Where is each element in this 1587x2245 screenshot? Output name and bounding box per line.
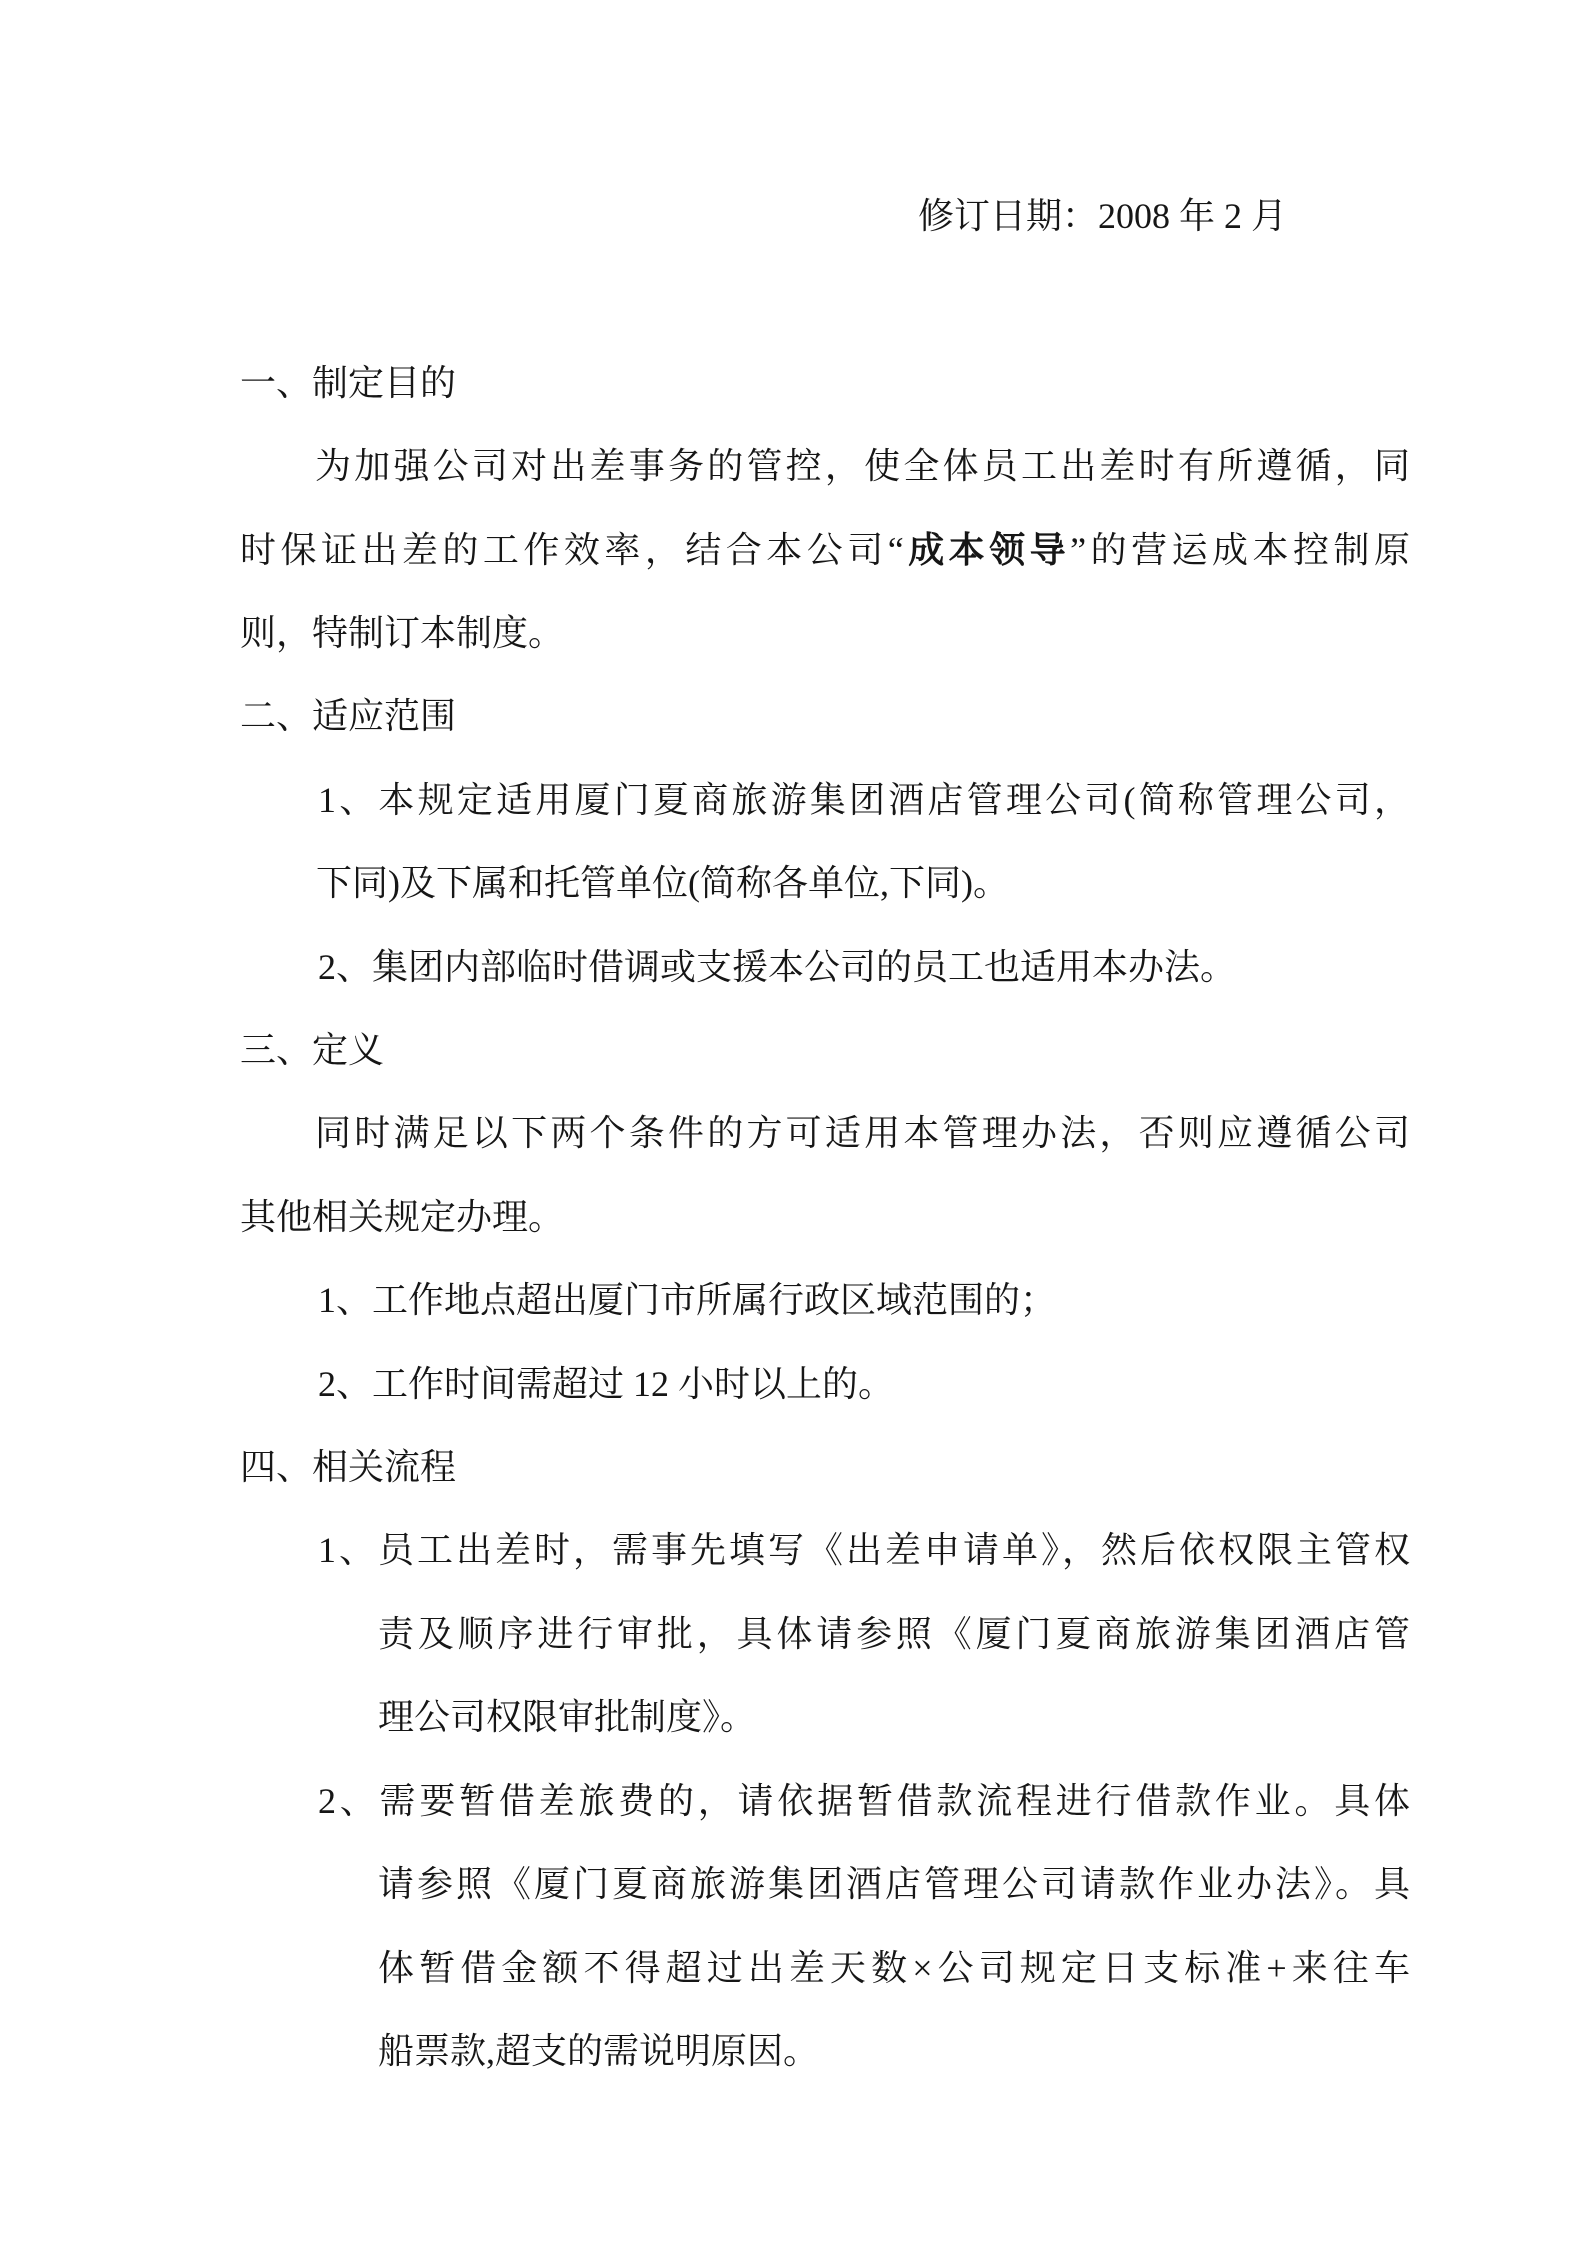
text-line <box>315 1092 1410 1175</box>
text-run: 为加强公司对出差事务的管控，使全体员工出差时有所遵循，同 <box>315 446 1410 487</box>
text-run: 1、员工出差时，需事先填写《出差申请单》，然后依权限主管权 <box>318 1530 1410 1571</box>
text-run: 二、适应范围 <box>240 696 457 737</box>
text-line <box>378 2010 1410 2093</box>
text-run: 责及顺序进行审批，具体请参照《厦门夏商旅游集团酒店管 <box>378 1613 1410 1654</box>
text-line <box>378 1843 1410 1926</box>
text-run: 体暂借金额不得超过出差天数×公司规定日支标准+来往车 <box>378 1947 1410 1988</box>
text-line <box>318 1760 1410 1843</box>
text-line <box>378 1676 1410 1759</box>
text-run: 理公司权限审批制度》。 <box>378 1697 757 1738</box>
text-run: 1、本规定适用厦门夏商旅游集团酒店管理公司(简称管理公司， <box>318 779 1410 820</box>
section-heading <box>240 675 1410 758</box>
revision-date <box>240 175 1410 258</box>
text-line <box>240 1176 1410 1259</box>
text-line <box>378 1927 1410 2010</box>
text-run: 三、定义 <box>240 1030 385 1071</box>
text-line <box>316 842 1410 925</box>
text-run: 2、集团内部临时借调或支援本公司的员工也适用本办法。 <box>318 946 1237 987</box>
text-run: 2、需要暂借差旅费的，请依据暂借款流程进行借款作业。具体 <box>318 1780 1410 1821</box>
text-run: 请参照《厦门夏商旅游集团酒店管理公司请款作业办法》。具 <box>378 1864 1410 1905</box>
text-line <box>318 926 1410 1009</box>
text-run: ”的营运成本控制原 <box>1070 529 1410 570</box>
text-run: 则，特制订本制度。 <box>240 613 565 654</box>
text-run: 时保证出差的工作效率，结合本公司“ <box>240 529 904 570</box>
emphasized-text: 成本领导 <box>903 529 1071 570</box>
text-run: 船票款,超支的需说明原因。 <box>378 2030 820 2071</box>
text-run: 下同)及下属和托管单位(简称各单位,下同)。 <box>316 863 1009 904</box>
text-line <box>318 1259 1410 1342</box>
text-line <box>318 1343 1410 1426</box>
text-run: 1、工作地点超出厦门市所属行政区域范围的； <box>318 1280 1057 1321</box>
text-run: 同时满足以下两个条件的方可适用本管理办法，否则应遵循公司 <box>315 1113 1410 1154</box>
text-run: 2、工作时间需超过 12 小时以上的。 <box>318 1363 895 1404</box>
text-run: 一、制定目的 <box>240 362 457 403</box>
text-line <box>315 425 1410 508</box>
text-line <box>240 592 1410 675</box>
section-heading <box>240 1426 1410 1509</box>
text-line <box>318 759 1410 842</box>
text-run: 其他相关规定办理。 <box>240 1196 565 1237</box>
section-heading <box>240 342 1410 425</box>
text-run: 修订日期：2008 年 2 月 <box>917 196 1287 236</box>
text-line <box>318 1509 1410 1592</box>
section-heading <box>240 1009 1410 1092</box>
document-body <box>240 175 1410 2093</box>
text-line <box>240 509 1410 592</box>
text-line <box>378 1593 1410 1676</box>
text-run: 四、相关流程 <box>240 1447 457 1488</box>
